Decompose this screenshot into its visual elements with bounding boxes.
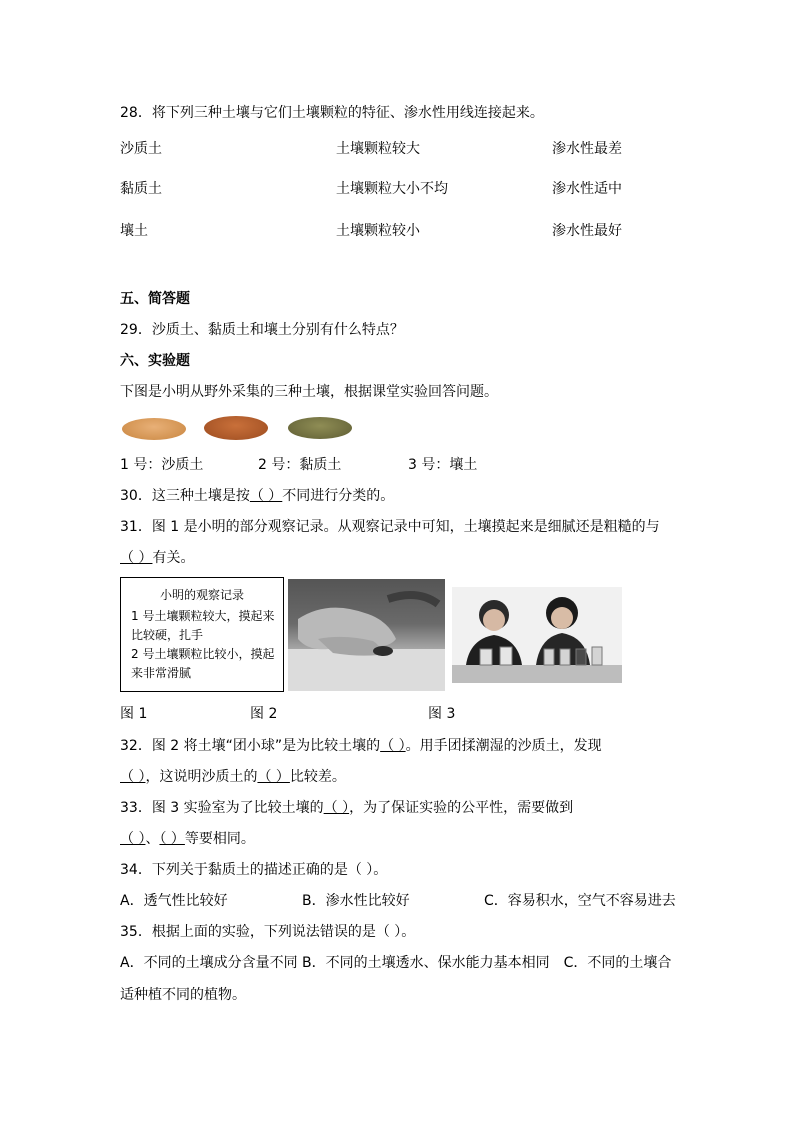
q32-stem: 32．图 2 将土壤“团小球”是为比较土壤的（ ）。用手团揉潮湿的沙质土，发现 xyxy=(120,738,602,754)
answer-blank[interactable]: （ ） xyxy=(380,738,406,754)
answer-blank[interactable]: （ ） xyxy=(323,800,350,816)
children-experiment-photo xyxy=(452,587,622,683)
experiment-illustration xyxy=(452,587,622,683)
q35-stem: 35．根据上面的实验，下列说法错误的是（ ）。 xyxy=(120,924,416,940)
record-line: 比较硬，扎手 xyxy=(131,628,204,642)
record-title: 小明的观察记录 xyxy=(159,588,244,602)
q28-col2-item: 土壤颗粒较大 xyxy=(336,141,420,157)
q33-stem: 33．图 3 实验室为了比较土壤的（ ），为了保证实验的公平性，需要做到 xyxy=(120,800,574,816)
figure-label: 图 1 xyxy=(120,706,148,722)
answer-blank[interactable]: （ ） xyxy=(159,831,185,847)
soil-label: 2 号：黏质土 xyxy=(258,457,342,473)
q29-stem: 29．沙质土、黏质土和壤土分别有什么特点？ xyxy=(120,322,404,338)
q34-option-b[interactable]: B．渗水性比较好 xyxy=(302,893,410,909)
q28-col1-item: 沙质土 xyxy=(120,141,162,157)
observation-record-box xyxy=(120,577,284,692)
q32-stem-cont: （ ），这说明沙质土的（ ）比较差。 xyxy=(120,769,346,785)
soil-label: 3 号：壤土 xyxy=(408,457,478,473)
soil-sample-3 xyxy=(288,417,352,439)
q34-option-a[interactable]: A．透气性比较好 xyxy=(120,893,228,909)
record-line: 来非常滑腻 xyxy=(131,666,192,680)
hand-rolling-soil-photo xyxy=(288,579,445,691)
q28-col3-item: 渗水性适中 xyxy=(552,181,622,197)
soil-label: 1 号：沙质土 xyxy=(120,457,204,473)
q34-stem: 34．下列关于黏质土的描述正确的是（ ）。 xyxy=(120,862,388,878)
q35-options[interactable]: A．不同的土壤成分含量不同 B．不同的土壤透水、保水能力基本相同 C．不同的土壤合 xyxy=(120,955,672,971)
q31-stem-cont: （ ）有关。 xyxy=(120,550,195,566)
q28-col3-item: 渗水性最差 xyxy=(552,141,622,157)
q28-col1-item: 黏质土 xyxy=(120,181,162,197)
answer-blank[interactable]: （ ） xyxy=(120,831,146,847)
q28-col1-item: 壤土 xyxy=(120,223,148,239)
intro-text: 下图是小明从野外采集的三种土壤，根据课堂实验回答问题。 xyxy=(120,384,498,400)
q28-col2-item: 土壤颗粒大小不均 xyxy=(336,181,448,197)
q30-stem: 30．这三种土壤是按（ ）不同进行分类的。 xyxy=(120,488,395,504)
figure-label: 图 3 xyxy=(428,706,456,722)
q28-stem: 28．将下列三种土壤与它们土壤颗粒的特征、渗水性用线连接起来。 xyxy=(120,105,544,121)
record-line: 2 号土壤颗粒比较小，摸起 xyxy=(131,647,275,661)
answer-blank[interactable]: （ ） xyxy=(249,488,283,504)
hand-illustration xyxy=(288,579,445,691)
q28-col3-item: 渗水性最好 xyxy=(552,223,622,239)
answer-blank[interactable]: （ ） xyxy=(257,769,290,785)
answer-blank[interactable]: （ ） xyxy=(120,769,146,785)
q33-stem-cont: （ ）、（ ）等要相同。 xyxy=(120,831,255,847)
q35-options-cont: 适种植不同的植物。 xyxy=(120,987,246,1003)
soil-sample-1 xyxy=(122,418,186,440)
figure-label: 图 2 xyxy=(250,706,278,722)
q31-stem: 31．图 1 是小明的部分观察记录。从观察记录中可知，土壤摸起来是细腻还是粗糙的与 xyxy=(120,519,660,535)
section-heading: 六、实验题 xyxy=(120,353,190,369)
answer-blank[interactable]: （ ） xyxy=(120,550,153,566)
soil-sample-2 xyxy=(204,416,268,440)
q34-option-c[interactable]: C．容易积水，空气不容易进去 xyxy=(484,893,676,909)
section-heading: 五、简答题 xyxy=(120,291,190,307)
record-line: 1 号土壤颗粒较大，摸起来 xyxy=(131,609,275,623)
q28-col2-item: 土壤颗粒较小 xyxy=(336,223,420,239)
